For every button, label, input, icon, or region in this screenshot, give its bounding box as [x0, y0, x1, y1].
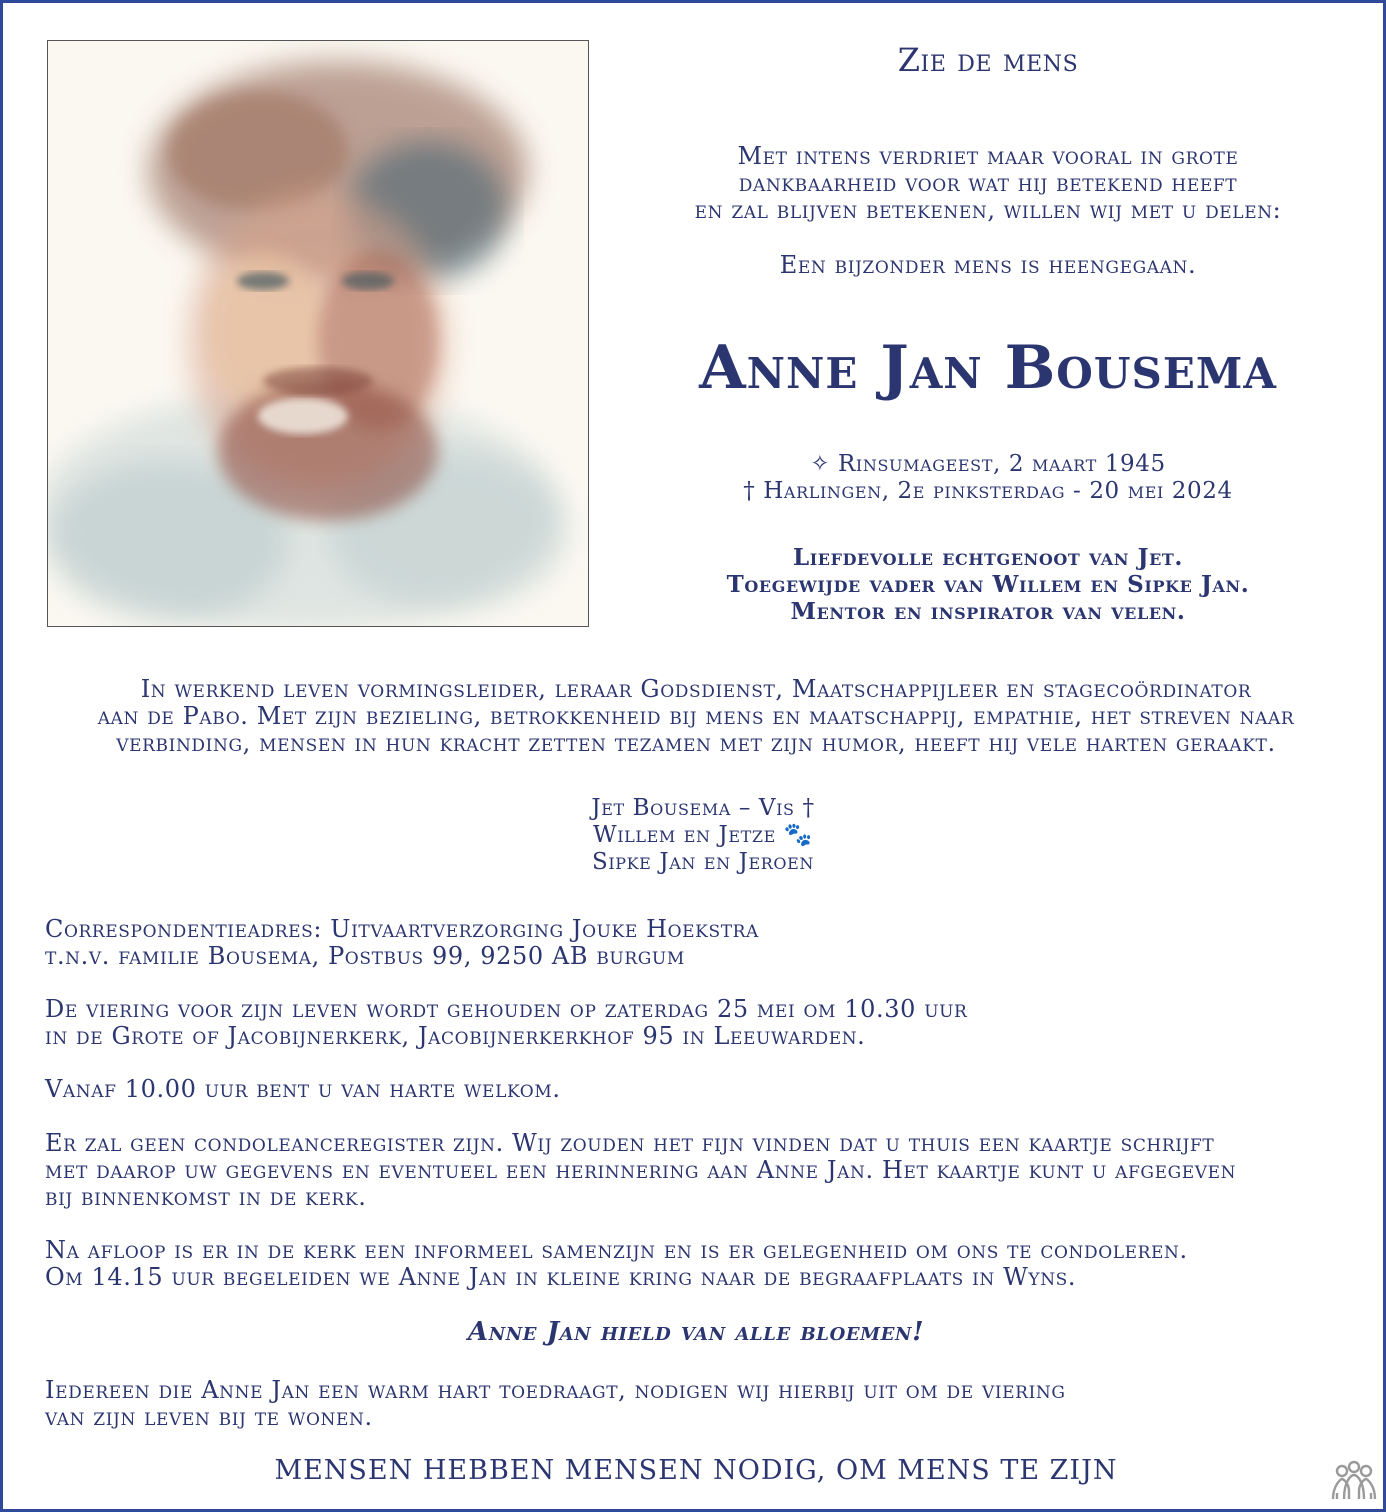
family-names — [543, 795, 863, 876]
invitation-text — [45, 1377, 1355, 1431]
role-line: Mentor en inspirator van velen. — [790, 598, 1186, 625]
intro-text — [603, 143, 1373, 224]
role-line: Toegewijde vader van Willem en Sipke Jan. — [726, 571, 1250, 598]
header-title: Zie de mens — [897, 41, 1079, 79]
family-line: Willem en Jetze 🐾 — [592, 822, 814, 848]
deceased-name: Anne Jan Bousema — [699, 333, 1277, 403]
career-line: In werkend leven vormingsleider, leraar Godsdienst, Maatschappijleer en stagecoördinator — [140, 675, 1252, 703]
condolence-line: Er zal geen condoleanceregister zijn. Wij zouden het fijn vinden dat u thuis een kaartje schrijft — [45, 1129, 1215, 1157]
family-line: Jet Bousema – Vis † — [591, 795, 815, 821]
correspondence-line: Correspondentieadres: Uitvaartverzorging Jouke Hoekstra — [45, 915, 759, 943]
ceremony-line: De viering voor zijn leven wordt gehouden op zaterdag 25 mei om 10.30 uur — [45, 995, 968, 1023]
intro-line: dankbaarheid voor wat hij betekend heeft — [738, 169, 1238, 197]
correspondence-line: t.n.v. familie Bousema, Postbus 99, 9250 AB burgum — [45, 942, 685, 970]
invitation-line: Iedereen die Anne Jan een warm hart toedraagt, nodigen wij hierbij uit om de viering — [45, 1376, 1066, 1404]
roles-text — [603, 544, 1373, 625]
correspondence-address — [45, 916, 1355, 970]
intro-statement: Een bijzonder mens is heengegaan. — [779, 251, 1197, 279]
career-line: aan de Pabo. Met zijn bezieling, betrokkenheid bij mens en maatschappij, empathie, het streven naar — [97, 702, 1295, 730]
role-line: Liefdevolle echtgenoot van Jet. — [792, 544, 1184, 571]
invitation-line: van zijn leven bij te wonen. — [45, 1403, 373, 1431]
career-paragraph — [43, 676, 1349, 757]
life-dates — [603, 451, 1373, 505]
condolence-info — [45, 1130, 1355, 1211]
career-line: verbinding, mensen in hun kracht zetten tezamen met zijn humor, heeft hij vele harten geraakt. — [116, 729, 1276, 757]
afterwards-line: Na afloop is er in de kerk een informeel samenzijn en is er gelegenheid om ons te condoleren. — [45, 1236, 1188, 1264]
family-line: Sipke Jan en Jeroen — [591, 849, 814, 875]
watercolor-portrait-image — [47, 40, 589, 627]
people-group-icon — [1329, 1459, 1379, 1503]
ceremony-line: in de Grote of Jacobijnerkerk, Jacobijnerkerkhof 95 in Leeuwarden. — [45, 1022, 866, 1050]
ceremony-info — [45, 996, 1355, 1050]
condolence-line: met daarop uw gegevens en eventueel een herinnering aan Anne Jan. Het kaartje kunt u afgegeven — [45, 1156, 1237, 1184]
portrait-illustration — [48, 41, 588, 626]
flowers-note: Anne Jan hield van alle bloemen! — [467, 1317, 925, 1347]
death-line: † Harlingen, 2e pinksterdag - 20 mei 2024 — [743, 478, 1233, 504]
condolence-line: bij binnenkomst in de kerk. — [45, 1183, 367, 1211]
afterwards-info — [45, 1237, 1355, 1291]
intro-line: Met intens verdriet maar vooral in grote — [737, 142, 1239, 170]
closing-motto: MENSEN HEBBEN MENSEN NODIG, OM MENS TE ZIJN — [274, 1455, 1118, 1486]
intro-line: en zal blijven betekenen, willen wij met u delen: — [694, 196, 1282, 224]
welcome-text: Vanaf 10.00 uur bent u van harte welkom. — [45, 1075, 561, 1103]
afterwards-line: Om 14.15 uur begeleiden we Anne Jan in kleine kring naar de begraafplaats in Wyns. — [45, 1263, 1077, 1291]
birth-line: ✧ Rinsumageest, 2 maart 1945 — [810, 451, 1166, 477]
